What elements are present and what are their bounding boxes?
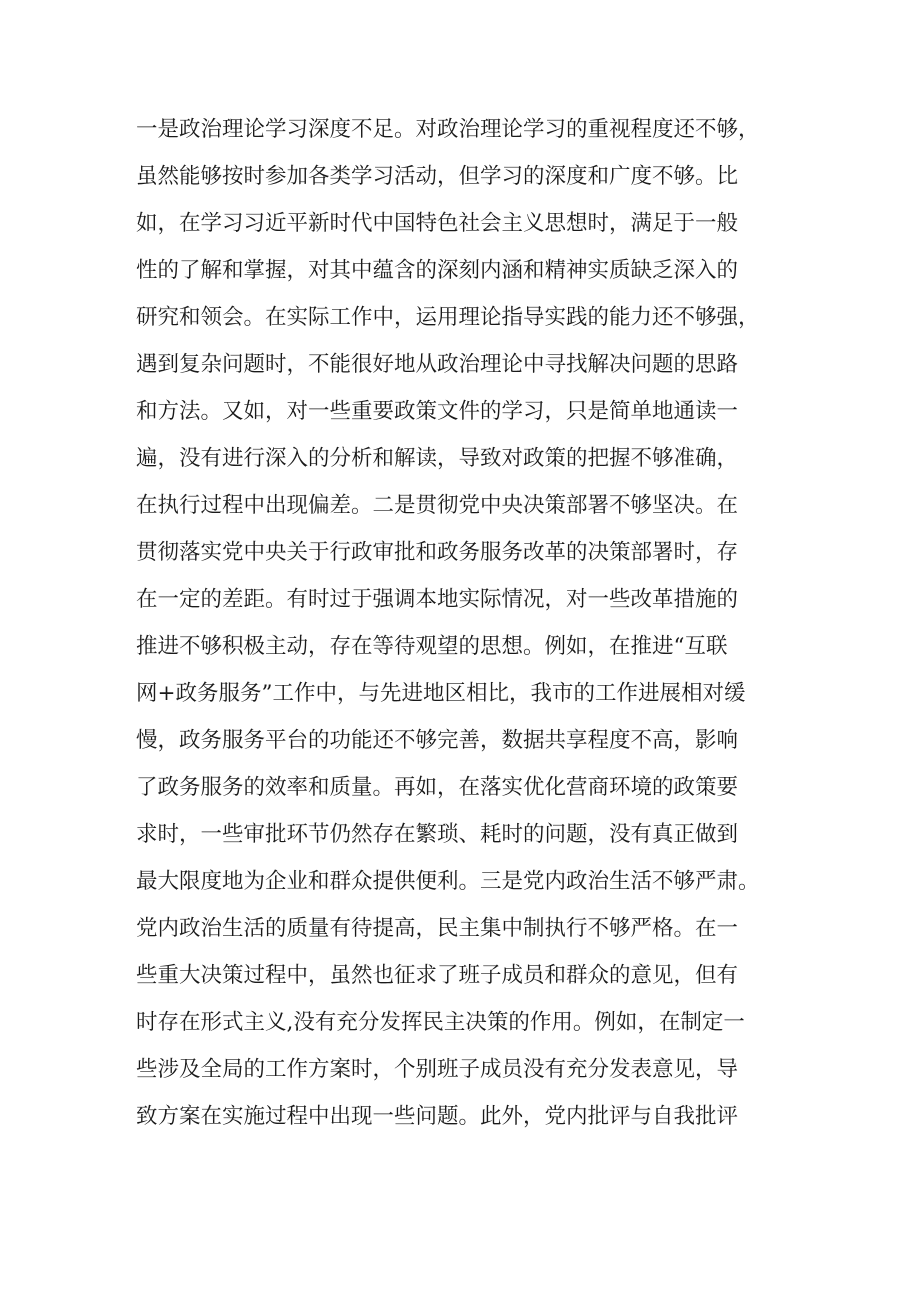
text-line: 和方法。又如，对一些重要政策文件的学习，只是简单地通读一 (136, 399, 739, 424)
text-line: 时存在形式主义,没有充分发挥民主决策的作用。例如，在制定一 (136, 1010, 745, 1035)
text-line: 致方案在实施过程中出现一些问题。此外，党内批评与自我批评 (136, 1104, 739, 1129)
text-line: 在执行过程中出现偏差。二是贯彻党中央决策部署不够坚决。在 (136, 493, 739, 518)
text-line: 虽然能够按时参加各类学习活动，但学习的深度和广度不够。比 (136, 164, 739, 189)
text-line: 贯彻落实党中央关于行政审批和政务服务改革的决策部署时，存 (136, 540, 739, 565)
text-line: 最大限度地为企业和群众提供便利。三是党内政治生活不够严肃。 (136, 869, 760, 894)
text-line: 推进不够积极主动，存在等待观望的思想。例如，在推进“互联 (136, 634, 728, 659)
text-line: 一是政治理论学习深度不足。对政治理论学习的重视程度还不够， (136, 117, 760, 142)
text-line: 遍，没有进行深入的分析和解读，导致对政策的把握不够准确， (136, 446, 739, 471)
text-line: 慢，政务服务平台的功能还不够完善，数据共享程度不高，影响 (136, 728, 739, 753)
text-line: 了政务服务的效率和质量。再如，在落实优化营商环境的政策要 (136, 775, 739, 800)
text-line: 些重大决策过程中，虽然也征求了班子成员和群众的意见，但有 (136, 963, 739, 988)
text-line: 在一定的差距。有时过于强调本地实际情况，对一些改革措施的 (136, 587, 739, 612)
text-line: 党内政治生活的质量有待提高，民主集中制执行不够严格。在一 (136, 916, 739, 941)
text-line: 求时，一些审批环节仍然存在繁琐、耗时的问题，没有真正做到 (136, 822, 739, 847)
text-line: 遇到复杂问题时，不能很好地从政治理论中寻找解决问题的思路 (136, 352, 739, 377)
body-text (136, 106, 796, 1140)
text-line: 研究和领会。在实际工作中，运用理论指导实践的能力还不够强， (136, 305, 760, 330)
text-line: 性的了解和掌握，对其中蕴含的深刻内涵和精神实质缺乏深入的 (136, 258, 739, 283)
text-line: 如，在学习习近平新时代中国特色社会主义思想时，满足于一般 (136, 211, 739, 236)
text-line: 些涉及全局的工作方案时，个别班子成员没有充分发表意见，导 (136, 1057, 739, 1082)
text-line: 网+政务服务”工作中，与先进地区相比，我市的工作进展相对缓 (136, 681, 746, 706)
